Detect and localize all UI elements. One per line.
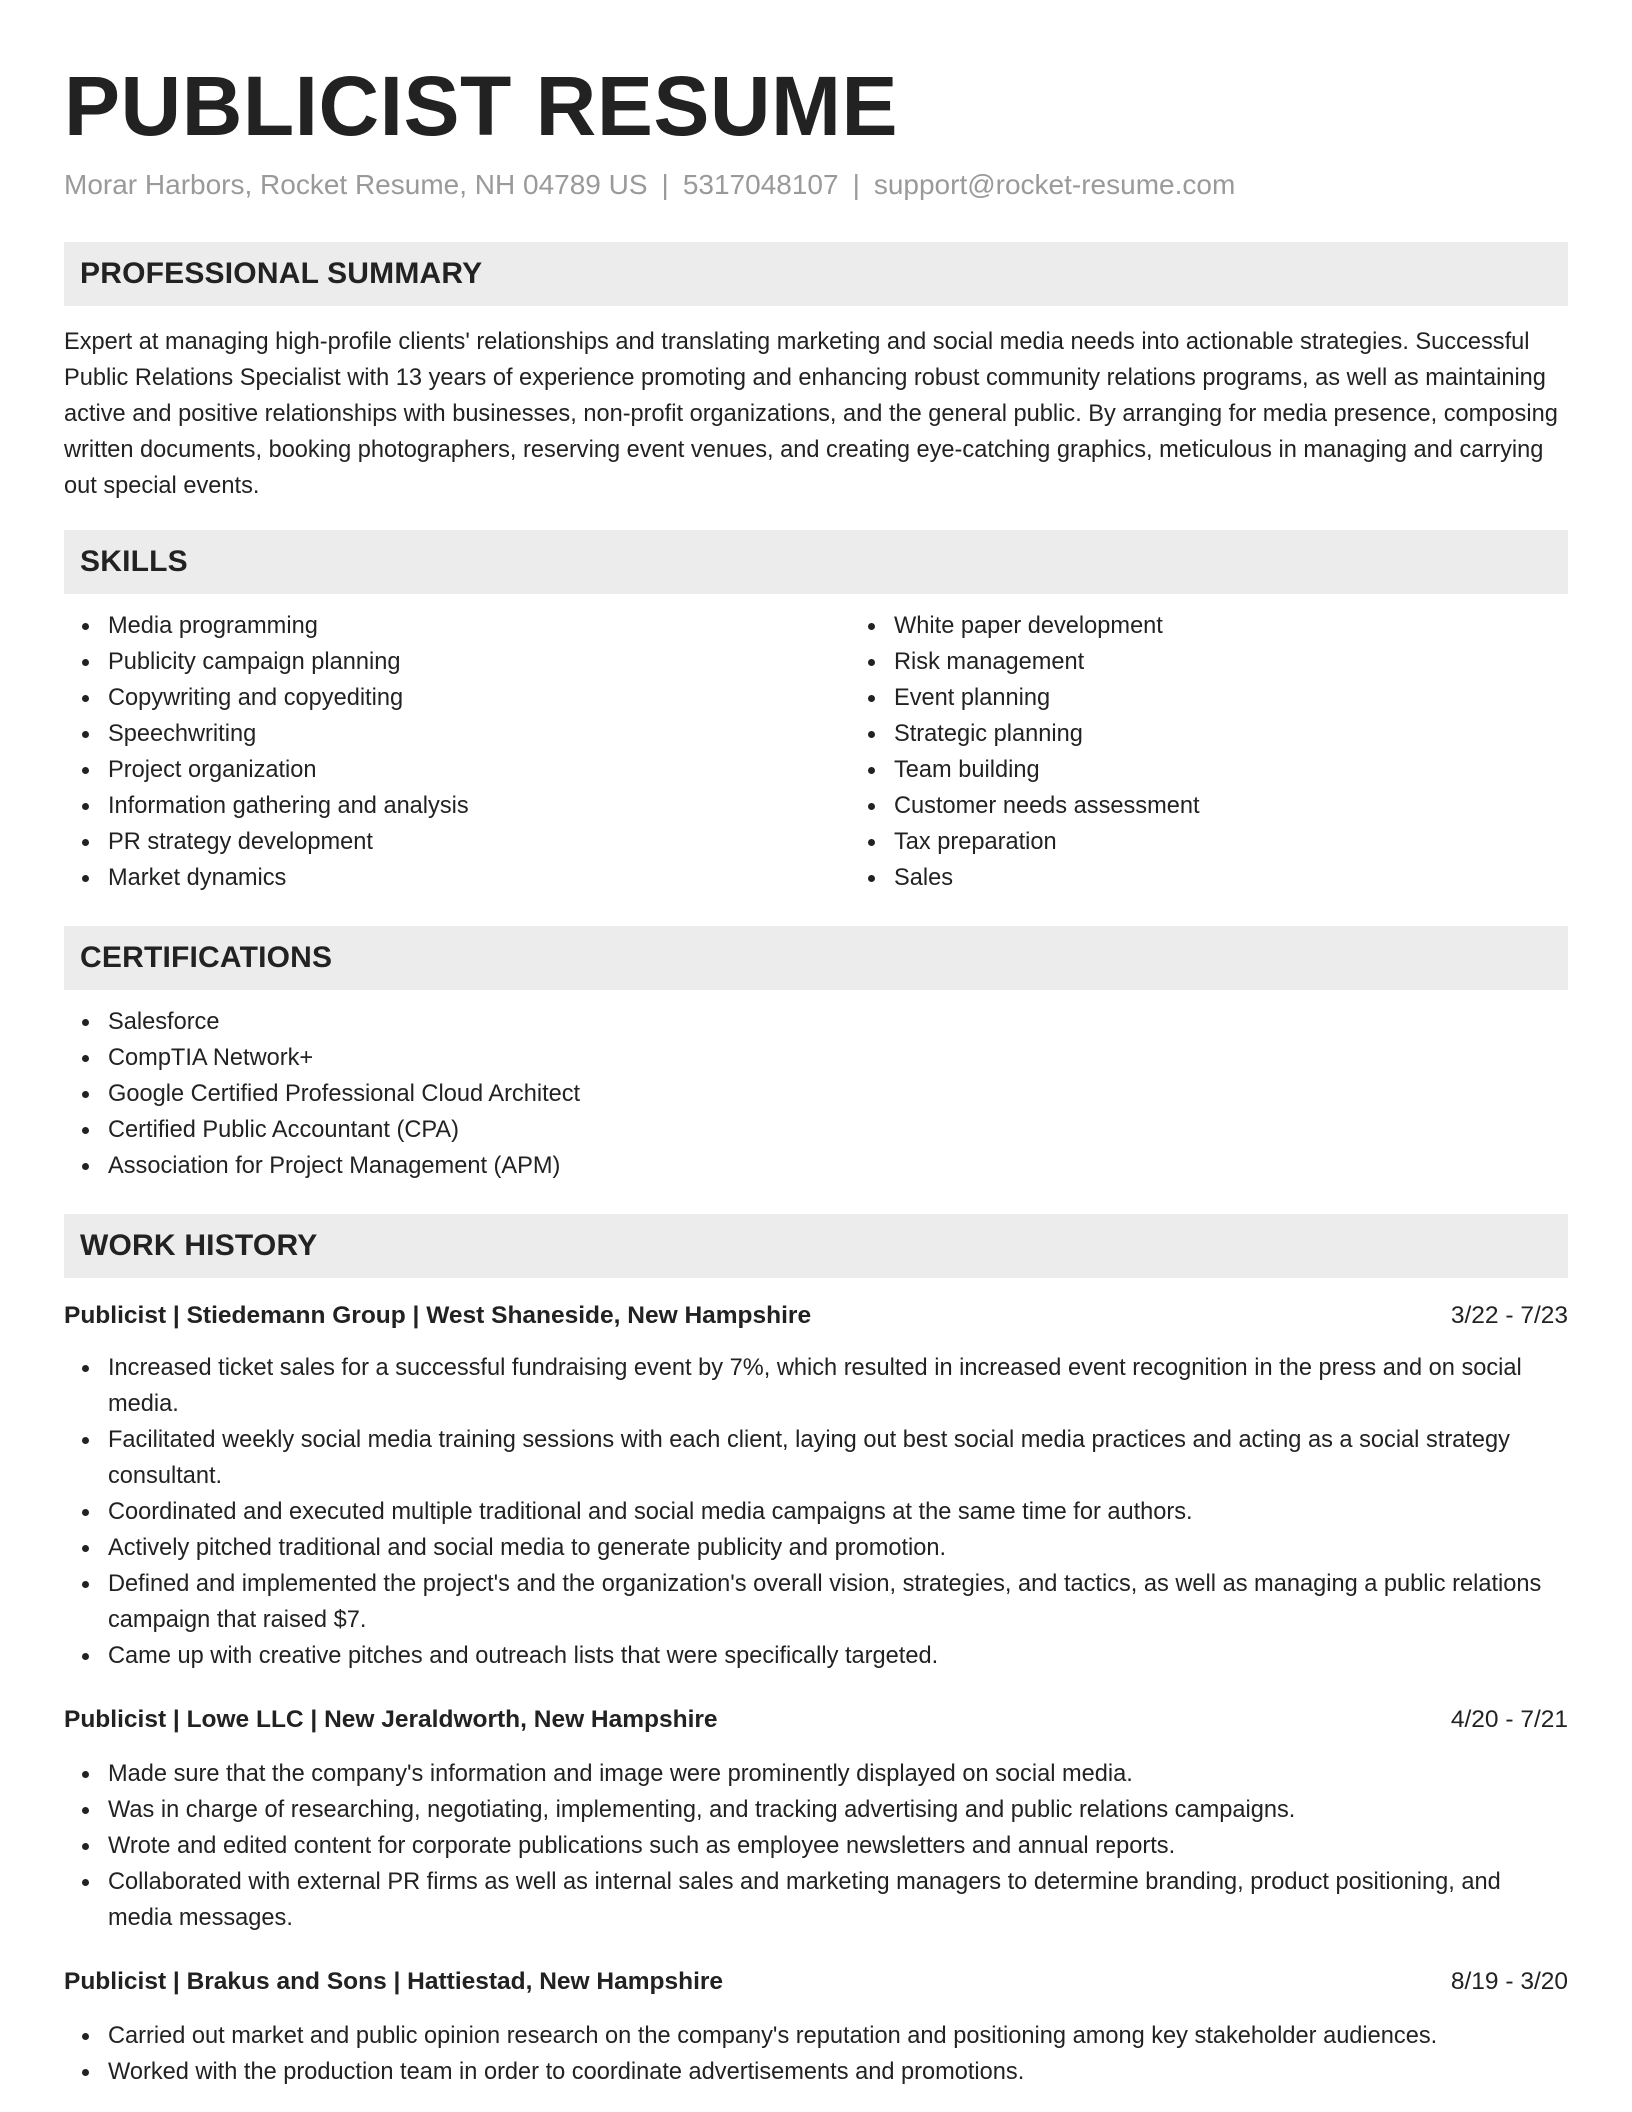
job-title: Publicist | Stiedemann Group | West Shaneside, New Hampshire	[64, 1302, 812, 1329]
certification-item: Association for Project Management (APM)	[108, 1148, 1568, 1184]
job-bullet: Worked with the production team in order to coordinate advertisements and promotions.	[108, 2054, 1568, 2090]
certification-item: Certified Public Accountant (CPA)	[108, 1112, 1568, 1148]
job-entry	[64, 1298, 1568, 1674]
skill-item: Event planning	[894, 680, 1632, 716]
skills-column-right	[850, 608, 1632, 896]
job-bullet: Carried out market and public opinion research on the company's reputation and positioning among key stakeholder audiences.	[108, 2018, 1568, 2054]
job-dates: 8/19 - 3/20	[1450, 1968, 1568, 1995]
skill-item: Speechwriting	[108, 716, 850, 752]
contact-email: support@rocket-resume.com	[873, 169, 1236, 200]
contact-line	[64, 168, 1568, 202]
section-header-summary: PROFESSIONAL SUMMARY	[64, 242, 1568, 306]
skill-item: PR strategy development	[108, 824, 850, 860]
contact-separator: |	[661, 169, 669, 200]
skill-item: Sales	[894, 860, 1632, 896]
job-title: Publicist | Lowe LLC | New Jeraldworth, New Hampshire	[64, 1706, 718, 1733]
resume-page	[64, 0, 1568, 2090]
skill-item: Customer needs assessment	[894, 788, 1632, 824]
job-bullets	[64, 2018, 1568, 2090]
skill-item: Tax preparation	[894, 824, 1632, 860]
job-bullet: Collaborated with external PR firms as well as internal sales and marketing managers to determine branding, product positioning, and media messages.	[108, 1864, 1568, 1936]
job-bullet: Actively pitched traditional and social media to generate publicity and promotion.	[108, 1530, 1568, 1566]
job-dates: 3/22 - 7/23	[1450, 1302, 1568, 1329]
job-bullet: Coordinated and executed multiple traditional and social media campaigns at the same time for authors.	[108, 1494, 1568, 1530]
job-dates: 4/20 - 7/21	[1450, 1706, 1568, 1733]
job-header	[64, 1702, 1568, 1738]
skill-item: Risk management	[894, 644, 1632, 680]
job-header	[64, 1298, 1568, 1334]
job-bullet: Wrote and edited content for corporate publications such as employee newsletters and annual reports.	[108, 1828, 1568, 1864]
certifications-list	[64, 1004, 1568, 1184]
skill-item: Media programming	[108, 608, 850, 644]
summary-text: Expert at managing high-profile clients' relationships and translating marketing and social media needs into actionable strategies. Successful Public Relations Specialist with 13 years of experience promoting and enhancing robust community relations programs, as well as maintaining active and positive relationships with businesses, non-profit organizations, and the general public. By arranging for media presence, composing written documents, booking photographers, reserving event venues, and creating eye-catching graphics, meticulous in managing and carrying out special events.	[64, 329, 1558, 499]
job-bullet: Defined and implemented the project's and the organization's overall vision, strategies, and tactics, as well as managing a public relations campaign that raised $7.	[108, 1566, 1568, 1638]
job-bullet: Came up with creative pitches and outreach lists that were specifically targeted.	[108, 1638, 1568, 1674]
skill-item: Copywriting and copyediting	[108, 680, 850, 716]
contact-address: Morar Harbors, Rocket Resume, NH 04789 US	[64, 169, 648, 200]
job-bullet: Facilitated weekly social media training sessions with each client, laying out best social media practices and acting as a social strategy consultant.	[108, 1422, 1568, 1494]
job-bullet: Made sure that the company's information and image were prominently displayed on social media.	[108, 1756, 1568, 1792]
skill-item: Team building	[894, 752, 1632, 788]
skill-item: Strategic planning	[894, 716, 1632, 752]
certification-item: Google Certified Professional Cloud Architect	[108, 1076, 1568, 1112]
skill-item: Market dynamics	[108, 860, 850, 896]
job-entry	[64, 1702, 1568, 1936]
section-header-skills: SKILLS	[64, 530, 1568, 594]
resume-title: PUBLICIST RESUME	[64, 59, 899, 153]
contact-separator: |	[852, 169, 860, 200]
skills-list	[64, 608, 1568, 896]
job-bullets	[64, 1756, 1568, 1936]
section-header-work-history: WORK HISTORY	[64, 1214, 1568, 1278]
certification-item: Salesforce	[108, 1004, 1568, 1040]
skill-item: Information gathering and analysis	[108, 788, 850, 824]
job-title: Publicist | Brakus and Sons | Hattiestad, New Hampshire	[64, 1968, 724, 1995]
section-header-certifications: CERTIFICATIONS	[64, 926, 1568, 990]
contact-phone: 5317048107	[682, 169, 839, 200]
job-bullets	[64, 1350, 1568, 1674]
certification-item: CompTIA Network+	[108, 1040, 1568, 1076]
job-bullet: Increased ticket sales for a successful fundraising event by 7%, which resulted in increased event recognition in the press and on social media.	[108, 1350, 1568, 1422]
skill-item: Publicity campaign planning	[108, 644, 850, 680]
skill-item: Project organization	[108, 752, 850, 788]
job-entry	[64, 1964, 1568, 2090]
skill-item: White paper development	[894, 608, 1632, 644]
skills-column-left	[64, 608, 850, 896]
job-header	[64, 1964, 1568, 2000]
job-bullet: Was in charge of researching, negotiating, implementing, and tracking advertising and public relations campaigns.	[108, 1792, 1568, 1828]
